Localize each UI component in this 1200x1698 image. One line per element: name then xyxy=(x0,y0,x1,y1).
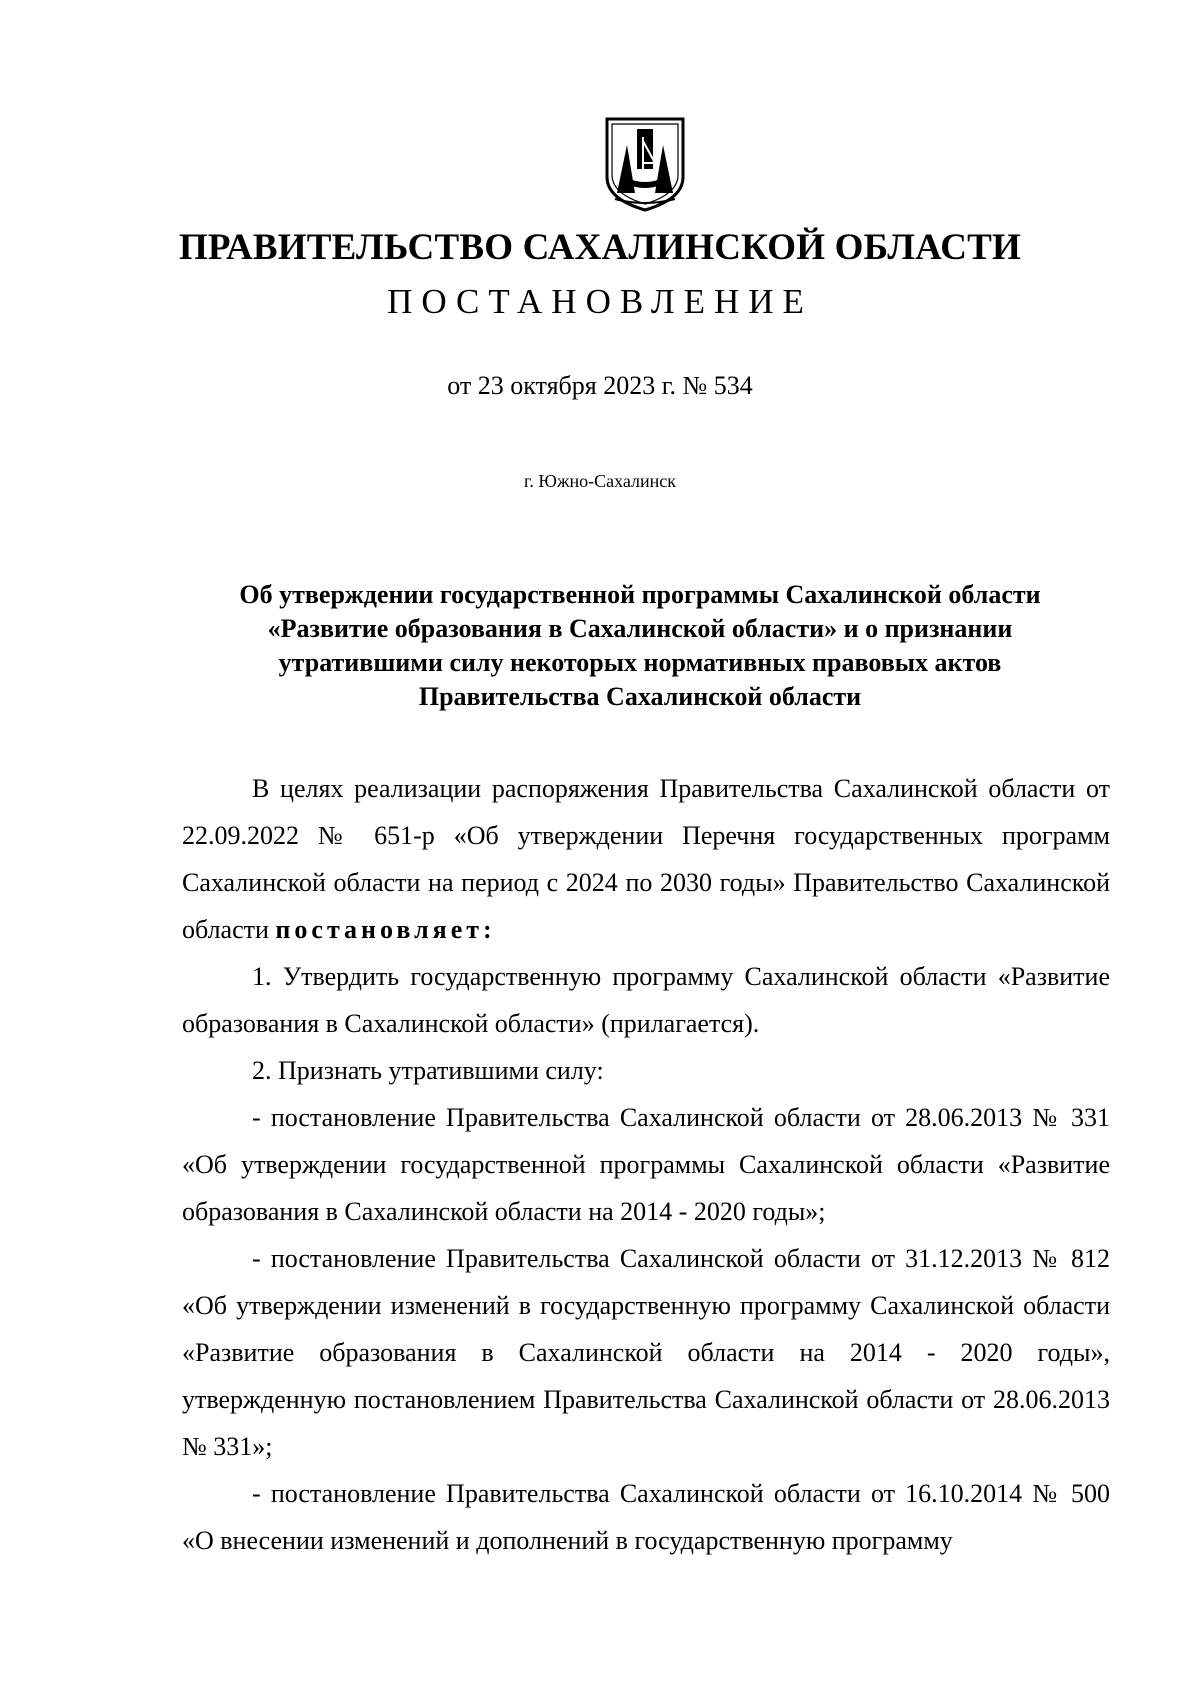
preamble-text: В целях реализации распоряжения Правительства Сахалинской области от 22.09.2022 № 651-р «Об утверждении Перечня государственных программ Сахалинской области на период с 2024 по 2030 годы» Правительство Сахалинской области xyxy=(182,774,1110,944)
preamble-paragraph xyxy=(182,765,1110,953)
organization-name: ПРАВИТЕЛЬСТВО САХАЛИНСКОЙ ОБЛАСТИ xyxy=(178,227,1022,268)
title-line: Правительства Сахалинской области xyxy=(418,682,862,711)
title-line: Об утверждении государственной программы Сахалинской области xyxy=(239,580,1041,609)
document-title xyxy=(170,578,1110,714)
decree-word: постановляет: xyxy=(275,915,496,944)
document-city: г. Южно-Сахалинск xyxy=(523,471,677,491)
document-body xyxy=(182,765,1110,1564)
title-line: утратившими силу некоторых нормативных правовых актов xyxy=(278,648,1002,677)
repeal-item-2: - постановление Правительства Сахалинской области от 31.12.2013 № 812 «Об утверждении изменений в государственную программу Сахалинской области «Развитие образования в Сахалинской области на 2014 - 2020 годы», утвержденную постановлением Правительства Сахалинской области от 28.06.2013 № 331»; xyxy=(182,1244,1110,1461)
document-date-number: от 23 октября 2023 г. № 534 xyxy=(447,371,753,400)
repeal-item-3: - постановление Правительства Сахалинской области от 16.10.2014 № 500 «О внесении изменений и дополнений в государственную программу xyxy=(182,1479,1110,1555)
item-1-paragraph: 1. Утвердить государственную программу Сахалинской области «Развитие образования в Сахалинской области» (прилагается). xyxy=(182,962,1110,1038)
document-type: ПОСТАНОВЛЕНИЕ xyxy=(387,282,813,321)
title-line: «Развитие образования в Сахалинской области» и о признании xyxy=(267,614,1013,643)
coat-of-arms-icon xyxy=(603,115,687,213)
repeal-item-1: - постановление Правительства Сахалинской области от 28.06.2013 № 331 «Об утверждении государственной программы Сахалинской области «Развитие образования в Сахалинской области на 2014 - 2020 годы»; xyxy=(182,1103,1110,1226)
item-2-paragraph: 2. Признать утратившими силу: xyxy=(252,1056,604,1085)
